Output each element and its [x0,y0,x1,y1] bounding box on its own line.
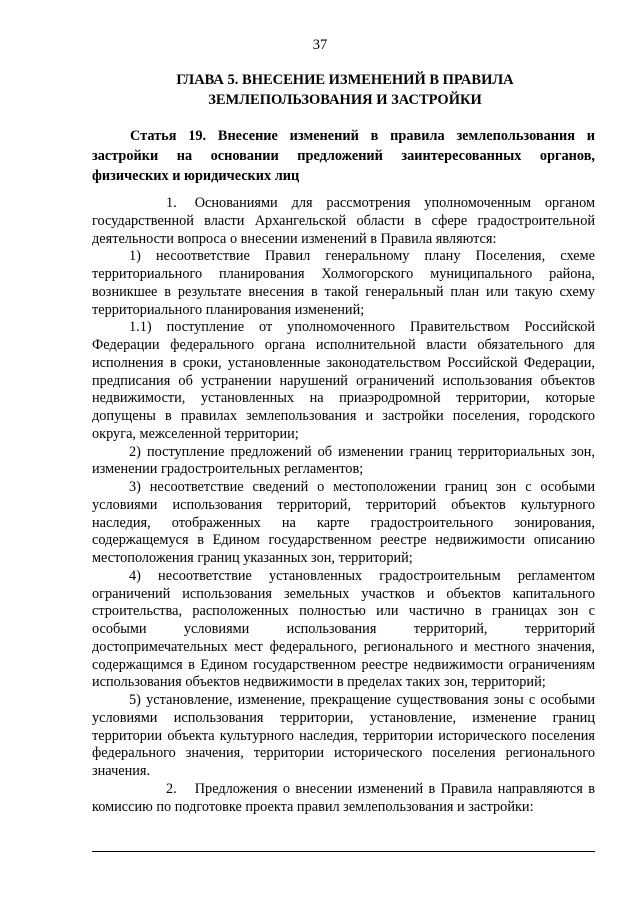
paragraph-1-item-5 [92,692,595,781]
paragraph-text: 1) несоответствие Правил генеральному плану Поселения, схеме территориального планирования Холмогорского муниципального района, возникшее в результате внесения в такой генеральный план или такую схему территориального планирования изменений; [92,248,595,318]
paragraph-1 [92,195,595,248]
paragraph-text: Основаниями для рассмотрения уполномоченным органом государственной власти Архангельской области в сфере градостроительной деятельности вопроса о внесении изменений в Правила являются: [92,195,595,247]
paragraph-1-item-1 [92,248,595,319]
paragraph-number: 1. [166,195,177,211]
paragraph-1-item-3 [92,479,595,568]
paragraph-2 [92,781,595,817]
paragraph-1-item-4 [92,568,595,692]
paragraph-text: Предложения о внесении изменений в Правила направляются в комиссию по подготовке проекта правил землепользования и застройки: [92,780,595,815]
footer-divider [92,851,595,852]
paragraph-number: 2. [166,780,177,797]
page-number: 37 [312,37,328,53]
article-title: Статья 19. Внесение изменений в правила землепользования и застройки на основании предложений заинтересованных органов, физических и юридических лиц [92,128,595,184]
paragraph-text: 2) поступление предложений об изменении границ территориальных зон, изменении градостроительных регламентов; [92,443,595,478]
article-body [92,195,595,816]
paragraph-text: 1.1) поступление от уполномоченного Правительством Российской Федерации федерального органа исполнительной власти обязательного для исполнения в сроки, установленные законодательством Российской Федерации, предписания об устранении нарушений ограничений использования объектов недвижимости, установленных на приаэродромной территории, которые допущены в правилах землепользования и застройки поселения, городского округа, межселенной территории; [92,319,595,442]
paragraph-text: 5) установление, изменение, прекращение существования зоны с особыми условиями использования территории, установление, изменение границ территории объекта культурного наследия, территории исторического поселения федерального значения, территории исторического поселения регионального значения. [92,692,595,779]
chapter-title: ГЛАВА 5. ВНЕСЕНИЕ ИЗМЕНЕНИЙ В ПРАВИЛА ЗЕМЛЕПОЛЬЗОВАНИЯ И ЗАСТРОЙКИ [176,72,514,108]
paragraph-text: 4) несоответствие установленных градостроительным регламентом ограничений использования земельных участков и объектов капитального строительства, расположенных полностью или частично в границах зон с особыми условиями использования территорий, территорий достопримечательных мест федерального, регионального и местного значения, содержащимся в Едином государственном реестре недвижимости ограничениям использования объектов недвижимости в пределах таких зон, территорий; [92,567,595,691]
paragraph-text: 3) несоответствие сведений о местоположении границ зон с особыми условиями использования территорий, территорий объектов культурного наследия, отображенных на карте градостроительного зонирования, содержащемуся в Едином государственном реестре недвижимости описанию местоположения границ указанных зон, территорий; [92,479,595,566]
paragraph-1-item-2 [92,444,595,480]
paragraph-1-item-1-1 [92,319,595,443]
